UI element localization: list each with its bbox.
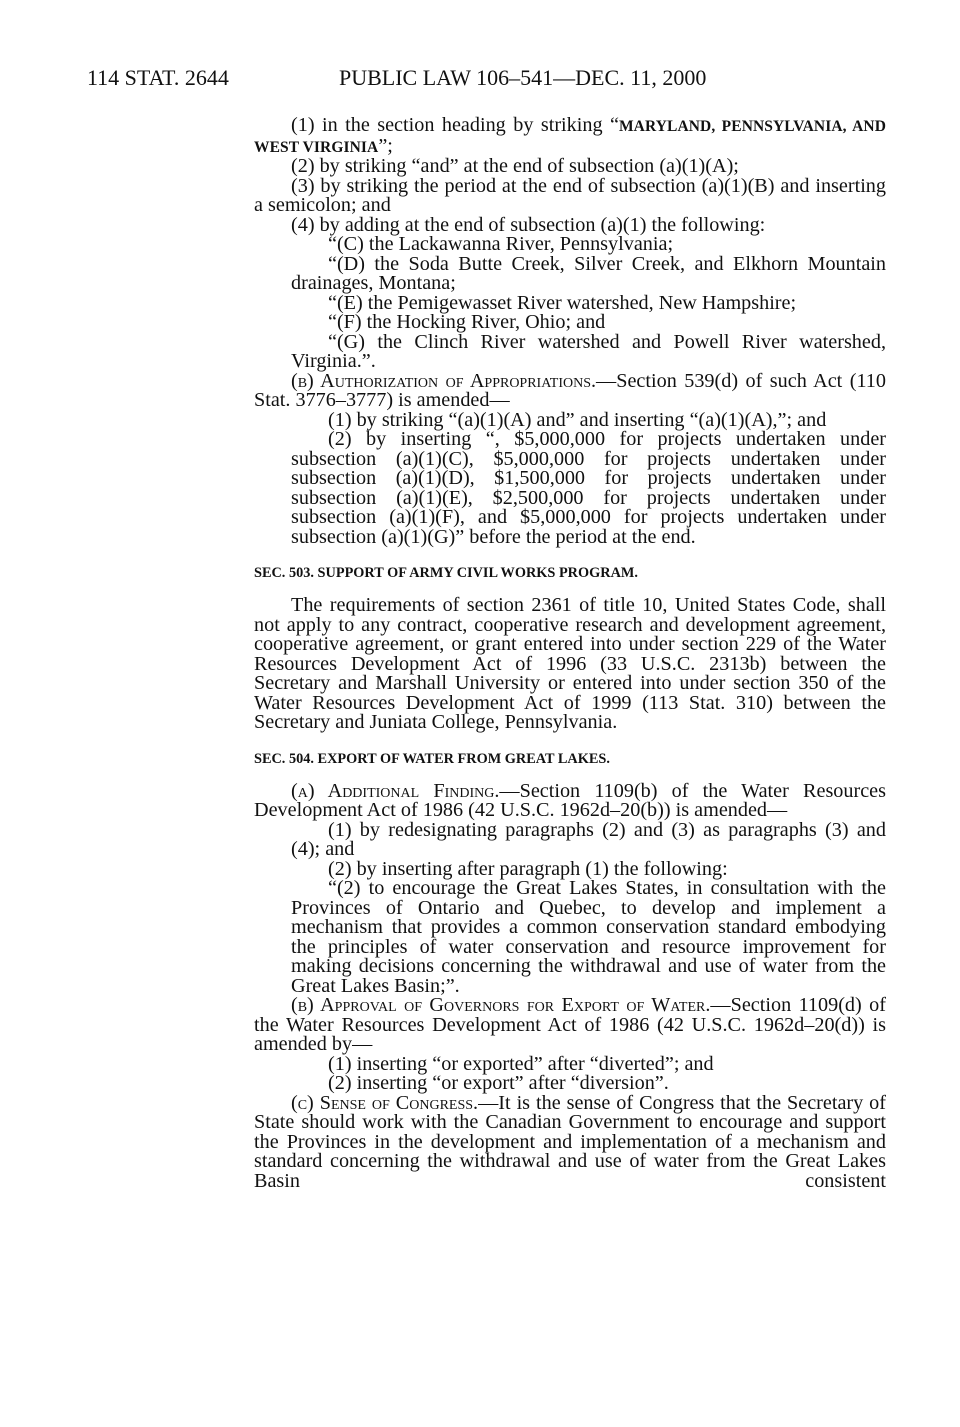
quoted-subparagraph-e: “(E) the Pemigewasset River watershed, New Hampshire; (328, 291, 797, 314)
subsection-b-approval-of-governors: (b) Approval of Governors for Export of Water.—Section 1109(d) of the Water Resources Development Act of 1986 (42 U.S.C. 1962d–20(d)) is amended by— (254, 994, 886, 1055)
subsection-a-item-2: (2) by inserting after paragraph (1) the following: (328, 857, 728, 880)
quoted-subparagraph-f: “(F) the Hocking River, Ohio; and (328, 311, 606, 333)
public-law-citation: PUBLIC LAW 106–541—DEC. 11, 2000 (339, 65, 707, 90)
document-body (254, 116, 886, 1191)
quoted-paragraph-2: “(2) to encourage the Great Lakes States, in consultation with the Provinces of Ontario and Quebec, to develop and implement a mechanism that provides a common conservation standard embodying the principles of water conservation and resource improvement for making decisions concerning the withdrawal and use of water from the Great Lakes Basin;”. (291, 877, 886, 997)
amendment-item-1: (1) in the section heading by striking “MARYLAND, PENNSYLVANIA, AND WEST VIRGINIA”; (254, 114, 886, 157)
subsection-a-additional-finding: (a) Additional Finding.—Section 1109(b) of the Water Resources Development Act of 1986 (42 U.S.C. 1962d–20(b)) is amended— (254, 779, 886, 821)
struck-heading-text: MARYLAND, PENNSYLVANIA, AND WEST VIRGINIA (254, 118, 886, 156)
subsection-heading: (a) Additional Finding. (291, 779, 500, 802)
amendment-item-3: (3) by striking the period at the end of subsection (a)(1)(B) and inserting a semicolon; and (254, 174, 886, 216)
section-504-title: SEC. 504. EXPORT OF WATER FROM GREAT LAKES. (254, 750, 610, 767)
quoted-subparagraph-c: “(C) the Lackawanna River, Pennsylvania; (328, 233, 674, 255)
subsection-heading: (b) Authorization of Appropriations. (291, 369, 597, 392)
subsection-b-approval-item-1: (1) inserting “or exported” after “diverted”; and (328, 1052, 714, 1075)
subsection-b-item-2: (2) by inserting “, $5,000,000 for projects undertaken under subsection (a)(1)(C), $5,000,000 for projects undertaken under subsection (a)(1)(D), $1,500,000 for projects undertaken under subsection (a)(1)(E), $2,500,000 for projects undertaken under subsection (a)(1)(F), and $5,000,000 for projects undertaken under subsection (a)(1)(G)” before the period at the end. (291, 428, 886, 548)
subsection-heading: (b) Approval of Governors for Export of Water. (291, 994, 711, 1016)
subsection-b-authorization: (b) Authorization of Appropriations.—Section 539(d) of such Act (110 Stat. 3776–3777) is amended— (254, 369, 886, 411)
quoted-subparagraph-d: “(D) the Soda Butte Creek, Silver Creek, and Elkhorn Mountain drainages, Montana; (291, 252, 886, 294)
subsection-b-approval-item-2: (2) inserting “or export” after “diversion”. (328, 1072, 669, 1094)
subsection-heading: (c) Sense of Congress. (291, 1091, 479, 1114)
running-header (87, 66, 887, 90)
subsection-c-sense-of-congress: (c) Sense of Congress.—It is the sense of Congress that the Secretary of State should work with the Canadian Government to encourage and support the Provinces in the development and implementation of a mechanism and standard concerning the withdrawal and use of water from the Great Lakes Basin consistent (254, 1091, 887, 1192)
section-503-title: SEC. 503. SUPPORT OF ARMY CIVIL WORKS PROGRAM. (254, 565, 638, 581)
subsection-a-item-1: (1) by redesignating paragraphs (2) and (3) as paragraphs (3) and (4); and (291, 818, 886, 860)
section-503-text: The requirements of section 2361 of title 10, United States Code, shall not apply to any contract, cooperative research and development agreement, cooperative agreement, or grant entered into under section 229 of the Water Resources Development Act of 1996 (33 U.S.C. 2313b) between the Secretary and Marshall University or entered into under section 350 of the Water Resources Development Act of 1999 (113 Stat. 310) between the Secretary and Juniata College, Pennsylvania. (254, 594, 886, 733)
quoted-subparagraph-g: “(G) the Clinch River watershed and Powell River watershed, Virginia.”. (291, 330, 886, 372)
amendment-item-4: (4) by adding at the end of subsection (a)(1) the following: (291, 213, 766, 236)
stat-page-number: 114 STAT. 2644 (87, 65, 229, 90)
subsection-b-item-1: (1) by striking “(a)(1)(A) and” and inserting “(a)(1)(A),”; and (328, 408, 827, 431)
amendment-item-2: (2) by striking “and” at the end of subsection (a)(1)(A); (291, 155, 739, 177)
